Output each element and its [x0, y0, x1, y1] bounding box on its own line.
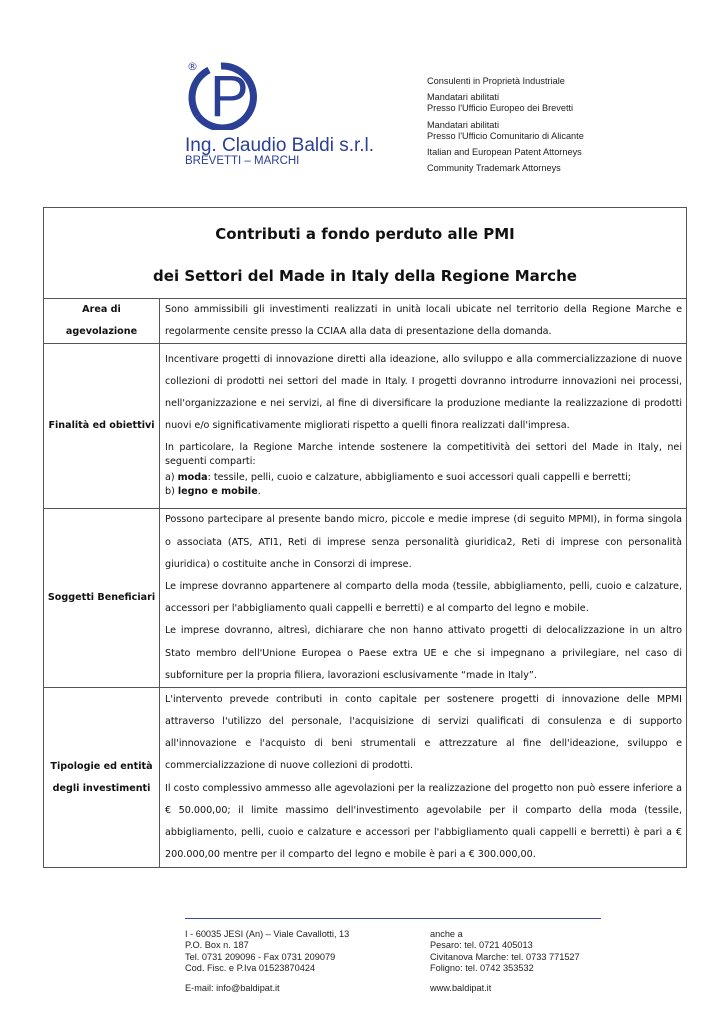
paragraph: Le imprese dovranno appartenere al comparto della moda (tessile, abbigliamento, pelli, cuoio e calzature, accessori per l'abbigliamento quali cappelli e berretti) e al comparto del legno e mobile. — [165, 581, 682, 615]
title-row — [44, 208, 687, 299]
paragraph: L'intervento prevede contributi in conto capitale per sostenere progetti di innovazione delle MPMI attraverso l'utilizzo del personale, l'acquisizione di servizi qualificati di consulenza e di supporto all'innovazione e l'acquisto di beni strumentali e attrezzature al fine dell'ideazione, sviluppo e commercializzazione di nuove collezioni di prodotti. — [165, 693, 682, 772]
paragraph: Sono ammissibili gli investimenti realizzati in unità locali ubicate nel territorio della Regione Marche e regolarmente censite presso la CCIAA alla data di presentazione della domanda. — [165, 304, 682, 338]
company-tagline: BREVETTI – MARCHI — [185, 155, 300, 167]
row-label-area: Area di agevolazione — [44, 299, 160, 344]
credential-line: Mandatari abilitati — [427, 92, 500, 103]
logo-letter: P — [210, 64, 249, 129]
footer-line: Cod. Fisc. e P.Iva 01523870424 — [185, 963, 316, 974]
footer-line: Foligno: tel. 0742 353532 — [430, 963, 534, 974]
footer-line: I - 60035 JESI (An) – Viale Cavallotti, 13 — [185, 929, 350, 939]
row-content-investments — [160, 688, 687, 868]
footer-line: Pesaro: tel. 0721 405013 — [430, 940, 533, 951]
credential-line: Presso l'Ufficio Europeo dei Brevetti — [427, 103, 574, 114]
paragraph: Le imprese dovranno, altresì, dichiarare che non hanno attivato progetti di delocalizzazione in un altro Stato membro dell'Unione Europea o Paese extra UE e che si impegnano a privilegiare, nel caso di subforniture per la propria filiera, lavorazioni esclusivamente “made in Italy”. — [165, 625, 682, 681]
credential-line: Consulenti in Proprietà Industriale — [427, 76, 565, 86]
row-label-beneficiaries: Soggetti Beneficiari — [44, 509, 160, 688]
row-label-goals: Finalità ed obiettivi — [44, 344, 160, 509]
sector-desc: : tessile, pelli, cuoio e calzature, abbigliamento e suoi accessori quali cappelli e berretti; — [207, 472, 632, 484]
label-line: Tipologie ed entità — [50, 760, 153, 772]
logo-arc-left — [192, 70, 209, 116]
table-row — [44, 299, 687, 344]
paragraph: Possono partecipare al presente bando micro, piccole e medie imprese (di seguito MPMI), in forma singola o associata (ATS, ATI1, Reti di imprese senza personalità giuridica2, Reti di imprese con personalità giuridica) o costituite anche in Consorzi di imprese. — [165, 514, 682, 570]
sector-name: moda — [177, 472, 208, 484]
footer-website[interactable]: www.baldipat.it — [430, 983, 492, 993]
footer-line: Civitanova Marche: tel. 0733 771527 — [430, 951, 580, 962]
sector-list — [165, 471, 682, 498]
title-cell — [44, 208, 687, 299]
company-name: Ing. Claudio Baldi s.r.l. — [185, 135, 375, 156]
footer-email[interactable]: E-mail: info@baldipat.it — [185, 983, 280, 993]
footer-line: anche a — [430, 929, 463, 939]
credential-line: Community Trademark Attorneys — [427, 163, 561, 174]
list-item-marker: a) — [165, 472, 178, 484]
label-line: degli investimenti — [52, 782, 151, 794]
document-subtitle: dei Settori del Made in Italy della Regione Marche — [153, 267, 577, 285]
paragraph: In particolare, la Regione Marche intende sostenere la competitività dei settori del Made in Italy, nei seguenti comparti: — [165, 442, 682, 467]
row-content-area — [160, 299, 687, 344]
row-label-investments — [44, 688, 160, 868]
footer-branches — [430, 929, 580, 975]
paragraph: Il costo complessivo ammesso alle agevolazioni per la realizzazione del progetto non può essere inferiore a € 50.000,00; il limite massimo dell'investimento agevolabile per il comparto della moda (tessile, abbigliamento, pelli, cuoio e calzature e accessori per l'abbigliamento quali cappelli e berretti) è pari a € 200.000,00 mentre per il comparto del legno e mobile è pari a € 300.000,00. — [165, 782, 682, 861]
credential-line: Presso l'Ufficio Comunitario di Alicante — [427, 130, 584, 141]
list-item-marker: b) — [165, 485, 178, 497]
sector-desc: . — [257, 485, 261, 497]
table-row — [44, 509, 687, 688]
footer-address — [185, 929, 349, 975]
row-content-goals — [160, 344, 687, 509]
credential-line: Mandatari abilitati — [427, 119, 500, 130]
document-title: Contributi a fondo perduto alle PMI — [215, 225, 515, 243]
credentials-block — [427, 76, 584, 174]
row-content-beneficiaries — [160, 509, 687, 688]
footer-divider — [185, 918, 601, 919]
table-row — [44, 688, 687, 868]
sector-name: legno e mobile — [177, 485, 258, 497]
footer-line: P.O. Box n. 187 — [185, 940, 249, 951]
paragraph: Incentivare progetti di innovazione diretti alla ideazione, allo sviluppo e alla commercializzazione di nuove collezioni di prodotti nei settori del made in Italy. I progetti dovranno introdurre innovazioni nei processi, nell'organizzazione e nei servizi, al fine di diversificare la produzione mediante la realizzazione di prodotti nuovi e/o significativamente migliorati rispetto a quelli finora realizzati dall'impresa. — [165, 353, 682, 432]
credential-line: Italian and European Patent Attorneys — [427, 147, 582, 158]
registered-mark: ® — [187, 60, 198, 73]
company-logo — [185, 58, 275, 130]
footer-line: Tel. 0731 209096 - Fax 0731 209079 — [185, 951, 336, 962]
grant-table — [43, 207, 687, 868]
table-row — [44, 344, 687, 509]
